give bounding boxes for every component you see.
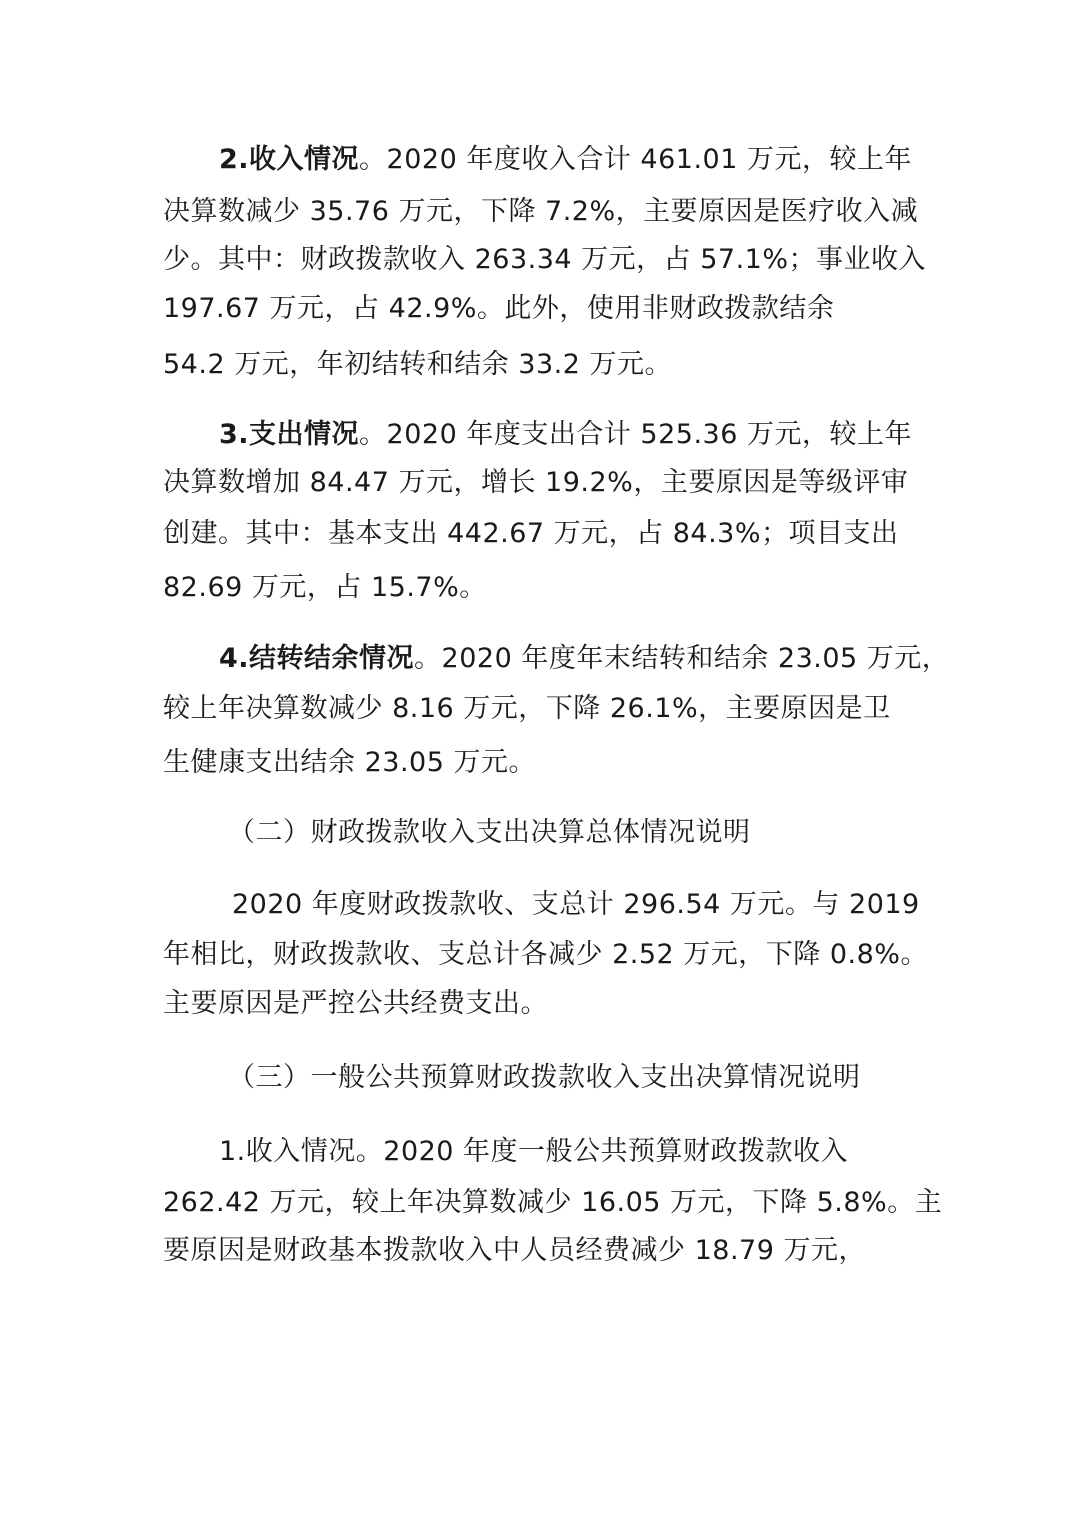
balance-line-3: 生健康支出结余 23.05 万元。 (163, 747, 536, 778)
para2-line-2: 年相比，财政拨款收、支总计各减少 2.52 万元，下降 0.8%。 (163, 939, 928, 970)
expense-line-2: 决算数增加 84.47 万元，增长 19.2%，主要原因是等级评审 (163, 467, 909, 498)
para2-line-3: 主要原因是严控公共经费支出。 (163, 988, 548, 1019)
para2-line-1: 2020 年度财政拨款收、支总计 296.54 万元。与 2019 (232, 889, 920, 920)
heading-2: （二）财政拨款收入支出决算总体情况说明 (228, 817, 751, 848)
balance-line-1: 4.结转结余情况。2020 年度年末结转和结余 23.05 万元， (219, 643, 950, 674)
expense-line-1: 3.支出情况。2020 年度支出合计 525.36 万元，较上年 (219, 419, 912, 450)
expense-title: 3.支出情况 (219, 419, 360, 450)
income-title: 2.收入情况 (219, 144, 360, 175)
para3-line-2: 262.42 万元，较上年决算数减少 16.05 万元，下降 5.8%。主 (163, 1187, 943, 1218)
income-line-4: 197.67 万元，占 42.9%。此外，使用非财政拨款结余 (163, 293, 835, 324)
expense-line-3: 创建。其中：基本支出 442.67 万元，占 84.3%；项目支出 (163, 518, 899, 549)
expense-line-4: 82.69 万元，占 15.7%。 (163, 572, 487, 603)
income-line-5: 54.2 万元，年初结转和结余 33.2 万元。 (163, 349, 672, 380)
para3-line-3: 要原因是财政基本拨款收入中人员经费减少 18.79 万元， (163, 1235, 866, 1266)
para3-line-1: 1.收入情况。2020 年度一般公共预算财政拨款收入 (219, 1136, 849, 1167)
heading-3: （三）一般公共预算财政拨款收入支出决算情况说明 (228, 1062, 861, 1093)
income-line-3: 少。其中：财政拨款收入 263.34 万元，占 57.1%；事业收入 (163, 244, 926, 275)
balance-line-2: 较上年决算数减少 8.16 万元，下降 26.1%，主要原因是卫 (163, 693, 891, 724)
income-line-2: 决算数减少 35.76 万元，下降 7.2%，主要原因是医疗收入减 (163, 196, 919, 227)
balance-title: 4.结转结余情况 (219, 643, 415, 674)
income-line-1: 2.收入情况。2020 年度收入合计 461.01 万元，较上年 (219, 144, 912, 175)
